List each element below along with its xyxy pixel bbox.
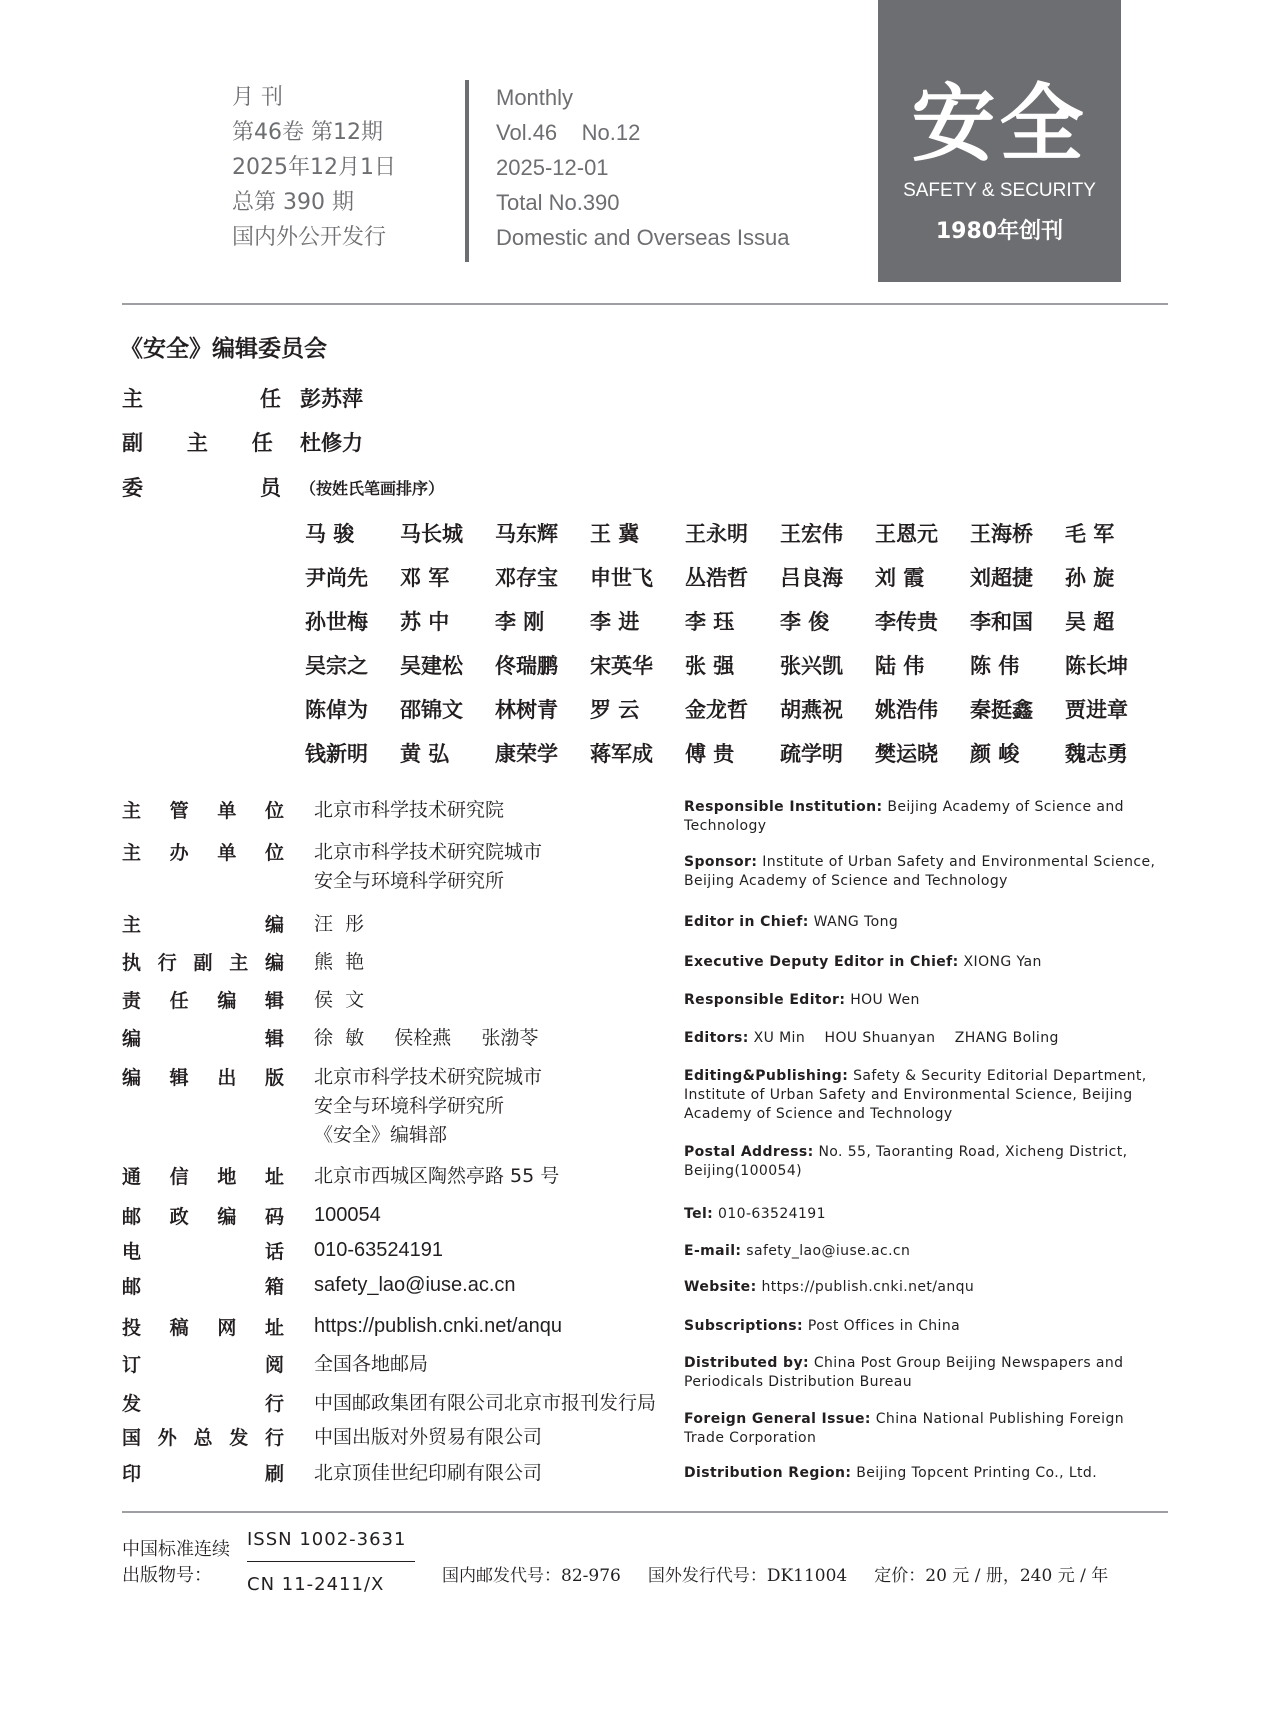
postal-codes-price: 国内邮发代号：82-976 国外发行代号：DK11004 定价：20 元 / 册，240 元 / 年 xyxy=(442,1566,1109,1586)
cn-number: CN 11-2411/X xyxy=(247,1574,385,1595)
member: 樊运晓 xyxy=(875,742,938,766)
volume-cn: 第46卷 第12期 xyxy=(232,120,383,145)
logo-subtitle: SAFETY & SECURITY xyxy=(903,180,1096,201)
chair-label: 主 任 xyxy=(122,387,281,411)
en-subscriptions: Subscriptions: Post Offices in China xyxy=(684,1318,961,1334)
header-en-block xyxy=(496,80,789,255)
members-label: 委 员 xyxy=(122,476,281,500)
member: 李和国 xyxy=(970,610,1033,634)
member: 吴宗之 xyxy=(305,654,368,678)
serial-number-label: 中国标准连续 出版物号： xyxy=(122,1539,230,1586)
info-value-sponsor-2: 安全与环境科学研究所 xyxy=(314,870,505,892)
member: 贾进章 xyxy=(1065,698,1128,722)
logo-title: 安全 xyxy=(911,75,1088,173)
member: 申世飞 xyxy=(590,566,653,590)
distribution-cn: 国内外公开发行 xyxy=(232,225,387,250)
member: 马东辉 xyxy=(495,522,558,546)
info-value-printing: 北京顶佳世纪印刷有限公司 xyxy=(314,1462,543,1484)
en-publishing: Editing&Publishing: Safety & Security Editorial Department, Institute of Urban Safety and Environmental Science, Beijing Academy of Science and Technology xyxy=(684,1068,1147,1122)
member: 吕良海 xyxy=(780,566,843,590)
info-value-editor-in-chief: 汪 彤 xyxy=(314,913,365,935)
info-label-exec-deputy: 执行副主编 xyxy=(122,952,284,974)
info-value-publishing-2: 安全与环境科学研究所 xyxy=(314,1095,505,1117)
member: 罗 云 xyxy=(590,698,640,722)
member: 孙世梅 xyxy=(305,610,368,634)
info-label-publishing: 编辑出版 xyxy=(122,1067,284,1089)
member: 佟瑞鹏 xyxy=(495,654,558,678)
info-label-address: 通信地址 xyxy=(122,1166,284,1188)
member: 蒋军成 xyxy=(590,742,653,766)
info-label-phone: 电话 xyxy=(122,1241,284,1263)
journal-logo xyxy=(878,0,1121,282)
member: 李 进 xyxy=(590,610,640,634)
total-en: Total No.390 xyxy=(496,190,620,215)
info-value-foreign: 中国出版对外贸易有限公司 xyxy=(314,1426,543,1448)
bottom-rule xyxy=(122,1511,1168,1513)
member: 李 刚 xyxy=(495,610,545,634)
issn-divider xyxy=(247,1561,415,1562)
member: 康荣学 xyxy=(495,742,558,766)
vice-chair-name: 杜修力 xyxy=(300,431,363,455)
info-value-responsible-editor: 侯 文 xyxy=(314,989,365,1011)
volume-en: Vol.46 No.12 xyxy=(496,120,641,145)
member: 宋英华 xyxy=(590,654,653,678)
member: 毛 军 xyxy=(1065,522,1115,546)
info-value-exec-deputy: 熊 艳 xyxy=(314,951,365,973)
date-en: 2025-12-01 xyxy=(496,155,609,180)
member: 王恩元 xyxy=(875,522,938,546)
board-title: 《安全》编辑委员会 xyxy=(120,336,327,362)
en-distributed-by: Distributed by: China Post Group Beijing Newspapers and Periodicals Distribution Bureau xyxy=(684,1355,1124,1390)
member: 孙 旋 xyxy=(1065,566,1115,590)
en-distribution-region: Distribution Region: Beijing Topcent Printing Co., Ltd. xyxy=(684,1465,1098,1481)
member: 陈 伟 xyxy=(970,654,1020,678)
date-cn: 2025年12月1日 xyxy=(232,155,396,180)
info-label-foreign: 国外总发行 xyxy=(122,1427,284,1449)
info-label-editors: 编辑 xyxy=(122,1028,284,1050)
member: 张 强 xyxy=(685,654,735,678)
frequency-cn: 月 刊 xyxy=(232,85,283,110)
member: 王宏伟 xyxy=(780,522,843,546)
member: 林树青 xyxy=(495,698,558,722)
member: 马 骏 xyxy=(305,522,355,546)
member: 张兴凯 xyxy=(780,654,843,678)
en-editors: Editors: XU Min HOU Shuanyan ZHANG Boling xyxy=(684,1030,1059,1046)
en-website: Website: https://publish.cnki.net/anqu xyxy=(684,1279,975,1295)
en-editor-in-chief: Editor in Chief: WANG Tong xyxy=(684,914,899,930)
info-value-submission-url[interactable]: https://publish.cnki.net/anqu xyxy=(314,1315,562,1337)
en-foreign-issue: Foreign General Issue: China National Publishing Foreign Trade Corporation xyxy=(684,1411,1125,1446)
info-value-publishing-3: 《安全》编辑部 xyxy=(314,1124,448,1146)
member: 王永明 xyxy=(685,522,748,546)
logo-founded: 1980年创刊 xyxy=(935,219,1064,244)
info-value-email[interactable]: safety_lao@iuse.ac.cn xyxy=(314,1274,516,1296)
member: 陈长坤 xyxy=(1065,654,1128,678)
member: 秦挺鑫 xyxy=(970,698,1033,722)
en-responsible-editor: Responsible Editor: HOU Wen xyxy=(684,992,920,1008)
member: 金龙哲 xyxy=(685,698,748,722)
info-label-postcode: 邮政编码 xyxy=(122,1206,284,1228)
member: 陈倬为 xyxy=(305,698,368,722)
en-address: Postal Address: No. 55, Taoranting Road, Xicheng District, Beijing(100054) xyxy=(684,1144,1128,1179)
frequency-en: Monthly xyxy=(496,85,574,110)
header-cn-block xyxy=(232,80,396,255)
member: 李传贵 xyxy=(875,610,938,634)
member: 吴建松 xyxy=(400,654,463,678)
member: 邓存宝 xyxy=(495,566,558,590)
info-value-distribution: 中国邮政集团有限公司北京市报刊发行局 xyxy=(314,1392,657,1414)
chair-name: 彭苏萍 xyxy=(300,387,363,411)
info-value-sponsor-1: 北京市科学技术研究院城市 xyxy=(314,841,543,863)
info-value-responsible: 北京市科学技术研究院 xyxy=(314,799,505,821)
en-responsible: Responsible Institution: Beijing Academy of Science and Technology xyxy=(684,799,1124,834)
member: 胡燕祝 xyxy=(780,698,843,722)
member: 邵锦文 xyxy=(400,698,463,722)
distribution-en: Domestic and Overseas Issua xyxy=(496,225,790,250)
member: 吴 超 xyxy=(1065,610,1115,634)
member: 丛浩哲 xyxy=(685,566,748,590)
member: 王 冀 xyxy=(590,522,640,546)
info-label-submission: 投稿网址 xyxy=(122,1317,284,1339)
en-email: E-mail: safety_lao@iuse.ac.cn xyxy=(684,1243,911,1259)
member: 魏志勇 xyxy=(1065,742,1128,766)
info-label-editor-in-chief: 主编 xyxy=(122,914,284,936)
total-cn: 总第 390 期 xyxy=(232,190,354,215)
member: 苏 中 xyxy=(400,610,450,634)
member: 刘 霞 xyxy=(875,566,925,590)
member: 钱新明 xyxy=(305,742,368,766)
info-value-address: 北京市西城区陶然亭路 55 号 xyxy=(314,1165,560,1187)
en-sponsor: Sponsor: Institute of Urban Safety and Environmental Science, Beijing Academy of Science and Technology xyxy=(684,854,1156,889)
info-value-phone: 010-63524191 xyxy=(314,1239,444,1261)
info-value-publishing-1: 北京市科学技术研究院城市 xyxy=(314,1066,543,1088)
en-exec-deputy: Executive Deputy Editor in Chief: XIONG Yan xyxy=(684,954,1042,970)
info-label-distribution: 发行 xyxy=(122,1393,284,1415)
info-label-printing: 印刷 xyxy=(122,1463,284,1485)
info-value-subscription: 全国各地邮局 xyxy=(314,1353,429,1375)
info-value-postcode: 100054 xyxy=(314,1204,381,1226)
member: 尹尚先 xyxy=(305,566,368,590)
member: 陆 伟 xyxy=(875,654,925,678)
issn-number: ISSN 1002-3631 xyxy=(247,1529,407,1550)
member: 王海桥 xyxy=(970,522,1033,546)
en-tel: Tel: 010-63524191 xyxy=(684,1206,826,1222)
member: 李 俊 xyxy=(780,610,830,634)
member: 傅 贵 xyxy=(685,742,735,766)
info-value-editors: 徐 敏 侯栓燕 张渤苓 xyxy=(314,1027,539,1049)
header-divider xyxy=(465,80,469,262)
member: 姚浩伟 xyxy=(875,698,938,722)
info-label-email: 邮箱 xyxy=(122,1276,284,1298)
member: 李 珏 xyxy=(685,610,735,634)
member: 疏学明 xyxy=(780,742,843,766)
vice-chair-label: 副 主 任 xyxy=(122,431,273,455)
info-label-responsible-editor: 责任编辑 xyxy=(122,990,284,1012)
member: 颜 峻 xyxy=(970,742,1020,766)
member: 刘超捷 xyxy=(970,566,1033,590)
info-label-sponsor: 主办单位 xyxy=(122,842,284,864)
member: 邓 军 xyxy=(400,566,450,590)
member: 马长城 xyxy=(400,522,463,546)
info-label-subscription: 订阅 xyxy=(122,1354,284,1376)
top-rule xyxy=(122,303,1168,305)
info-label-responsible: 主管单位 xyxy=(122,800,284,822)
members-note: （按姓氏笔画排序） xyxy=(300,479,445,498)
member: 黄 弘 xyxy=(400,742,450,766)
